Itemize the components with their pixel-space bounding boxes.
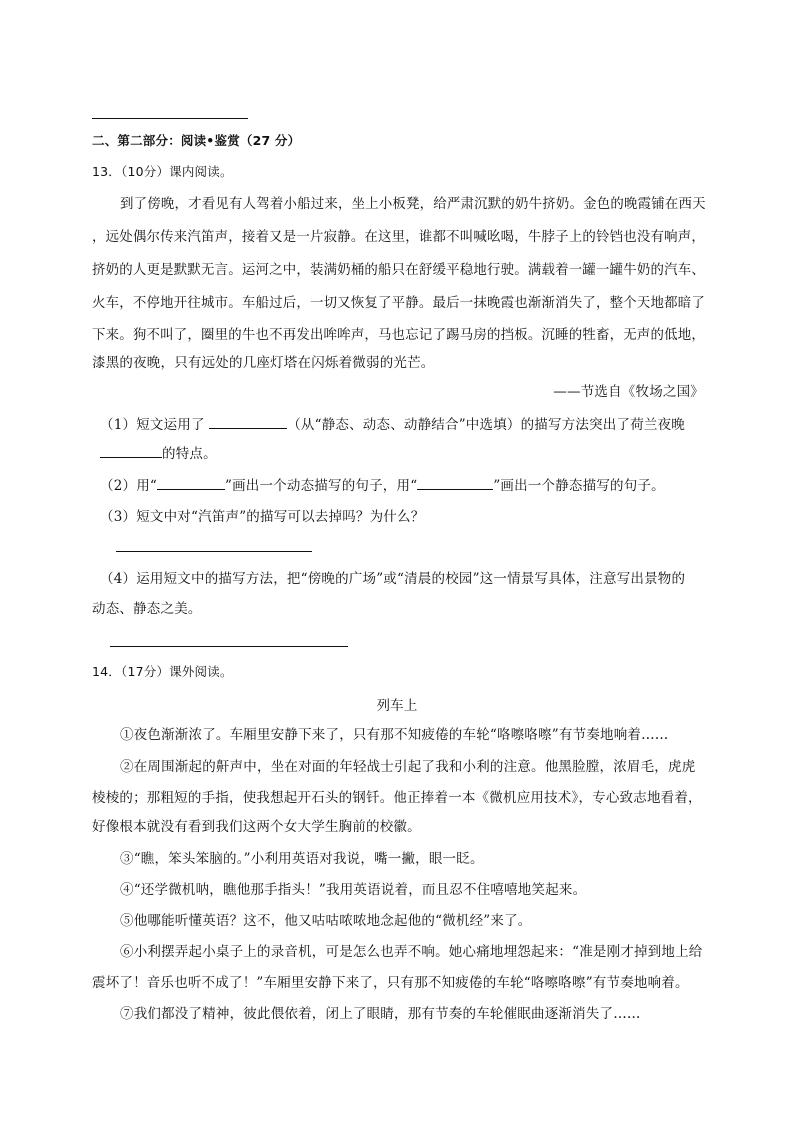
section-heading: 二、第二部分：阅读•鉴赏（27 分） <box>92 133 301 148</box>
q13-sub2-text-a: （2）用“ <box>100 478 157 494</box>
passage-line: 到了傍晚，才看见有人驾着小船过来，坐上小板凳，给严肃沉默的奶牛挤奶。金色的晚霞铺在西天 <box>120 197 706 212</box>
passage-paragraph: 震坏了！音乐也听不成了！”车厢里安静下来了，只有那不知疲倦的车轮“咯嚓咯嚓”有节奏地响着。 <box>92 975 689 991</box>
q13-sub2-blank-1[interactable] <box>157 475 225 490</box>
passage-line: ，远处偶尔传来汽笛声，接着又是一片寂静。在这里，谁都不叫喊吆喝，牛脖子上的铃铛也没有响声， <box>92 230 705 245</box>
q13-sub2-text-c: ”画出一个静态描写的句子。 <box>493 478 665 494</box>
q14-header: 14．（17分）课外阅读。 <box>92 664 233 679</box>
q13-sub1-blank-1[interactable] <box>209 414 287 429</box>
q13-sub2-blank-2[interactable] <box>417 475 493 490</box>
passage-line: 下来。狗不叫了，圈里的牛也不再发出哞哞声，马也忘记了踢马房的挡板。沉睡的牲畜，无声的低地， <box>92 328 705 343</box>
q13-sub1-cont <box>100 443 217 464</box>
q14-title: 列车上 <box>376 698 418 714</box>
q13-sub2 <box>100 475 665 496</box>
passage-paragraph: ⑥小利摆弄起小桌子上的录音机，可是怎么也弄不响。她心痛地埋怨起来：“准是刚才掉到地上给 <box>120 944 703 960</box>
passage-paragraph: ⑦我们都没了精神，彼此偎依着，闭上了眼睛，那有节奏的车轮催眠曲逐渐消失了…… <box>120 1006 641 1022</box>
q13-sub3: （3）短文中对“汽笛声”的描写可以去掉吗？为什么？ <box>100 509 425 525</box>
passage-paragraph: 好像根本就没有看到我们这两个女大学生胸前的校徽。 <box>92 819 421 835</box>
q13-header: 13．（10分）课内阅读。 <box>92 164 233 179</box>
passage-paragraph: ④“还学微机呐，瞧他那手指头！”我用英语说着，而且忍不住嘻嘻地笑起来。 <box>120 882 587 898</box>
passage-source: ——节选自《牧场之国》 <box>553 384 704 400</box>
q13-sub3-answer-line[interactable] <box>116 551 312 552</box>
answer-line-top <box>92 118 248 119</box>
q13-sub1-text-a: （1）短文运用了 <box>100 417 210 433</box>
q13-sub1 <box>100 414 685 435</box>
passage-paragraph: ③“瞧，笨头笨脑的。”小利用英语对我说，嘴一撇，眼一眨。 <box>120 851 484 867</box>
passage-line: 挤奶的人更是默默无言。运河之中，装满奶桶的船只在舒缓平稳地行驶。满载着一罐一罐牛奶的汽车、 <box>92 263 705 278</box>
passage-line: 火车，不停地开往城市。车船过后，一切又恢复了平静。最后一抹晚霞也渐渐消失了，整个天地都暗了 <box>92 296 705 311</box>
q13-sub4-answer-line[interactable] <box>110 646 348 647</box>
q13-sub4-cont: 动态、静态之美。 <box>92 601 202 617</box>
q13-sub1-text-b: （从“静态、动态、动静结合”中选填）的描写方法突出了荷兰夜晚 <box>287 417 685 433</box>
q13-sub1-blank-2[interactable] <box>100 443 162 458</box>
passage-paragraph: ②在周围渐起的鼾声中，坐在对面的年轻战士引起了我和小利的注意。他黑脸膛，浓眉毛，虎虎 <box>120 759 696 775</box>
passage-paragraph: ⑤他哪能听懂英语？这不，他又咕咕哝哝地念起他的“微机经”来了。 <box>120 913 532 929</box>
q13-sub2-text-b: ”画出一个动态描写的句子，用“ <box>225 478 418 494</box>
passage-line: 漆黑的夜晚，只有远处的几座灯塔在闪烁着微弱的光芒。 <box>92 355 435 371</box>
q13-sub1-text-c: 的特点。 <box>162 446 217 462</box>
passage-paragraph: ①夜色渐渐浓了。车厢里安静下来了，只有那不知疲倦的车轮“咯嚓咯嚓”有节奏地响着…… <box>120 727 669 743</box>
passage-paragraph: 棱棱的；那粗短的手指，使我想起开石头的钢钎。他正捧着一本《微机应用技术》，专心致志地看着， <box>92 790 702 806</box>
q13-sub4: （4）运用短文中的描写方法，把“傍晚的广场”或“清晨的校园”这一情景写具体，注意写出景物的 <box>100 571 686 587</box>
